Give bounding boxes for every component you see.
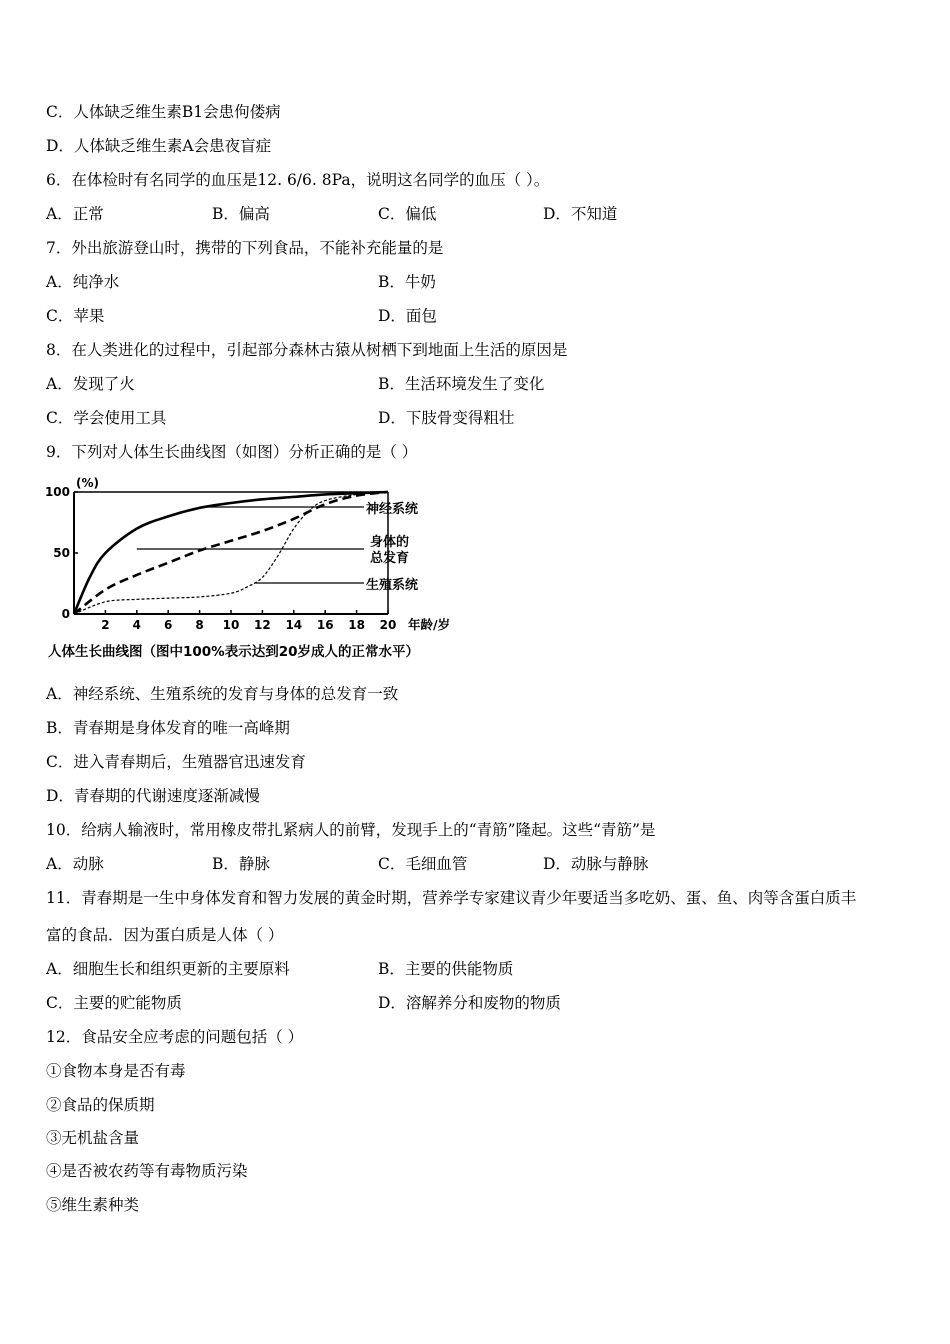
question-6: 6．在体检时有名同学的血压是12. 6/6. 8Pa，说明这名同学的血压（ ）。 (46, 171, 550, 189)
q9-option-d[interactable]: D．青春期的代谢速度逐渐减慢 (46, 787, 260, 805)
y-tick-label: 50 (53, 546, 70, 560)
q11-option-c[interactable]: C．主要的贮能物质 (46, 994, 182, 1012)
label-nervous-system: 神经系统 (366, 502, 419, 517)
q5-option-d: D．人体缺乏维生素A会患夜盲症 (46, 137, 272, 155)
x-tick-label: 2 (101, 618, 110, 632)
q10-option-b[interactable]: B．静脉 (212, 855, 270, 873)
q8-option-d[interactable]: D．下肢骨变得粗壮 (378, 409, 515, 427)
y-tick-label: 0 (61, 607, 70, 621)
question-8: 8．在人类进化的过程中，引起部分森林古猿从树栖下到地面上生活的原因是 (46, 341, 568, 359)
q12-item-2: ②食品的保质期 (46, 1096, 155, 1114)
x-axis-label: 年龄/岁 (408, 617, 451, 632)
label-reproductive-system: 生殖系统 (366, 578, 419, 593)
series-line-1 (74, 492, 388, 614)
q7-option-b[interactable]: B．牛奶 (378, 273, 436, 291)
x-tick-label: 14 (285, 618, 303, 632)
q10-option-a[interactable]: A．动脉 (46, 855, 104, 873)
q6-option-b[interactable]: B．偏高 (212, 205, 270, 223)
q6-option-a[interactable]: A．正常 (46, 205, 104, 223)
question-10: 10．给病人输液时，常用橡皮带扎紧病人的前臂，发现手上的“青筋”隆起。这些“青筋”是 (46, 821, 656, 839)
q12-item-3: ③无机盐含量 (46, 1129, 140, 1147)
chart-caption: 人体生长曲线图（图中100%表示达到20岁成人的正常水平） (48, 644, 419, 660)
q12-item-5: ⑤维生素种类 (46, 1196, 140, 1214)
x-tick-label: 8 (195, 618, 204, 632)
series-line-2 (74, 492, 388, 614)
y-tick-label: 100 (44, 485, 70, 499)
x-tick-label: 4 (132, 618, 141, 632)
question-7: 7．外出旅游登山时，携带的下列食品，不能补充能量的是 (46, 239, 444, 257)
x-tick-label: 16 (316, 618, 334, 632)
q5-option-c: C．人体缺乏维生素B1会患佝偻病 (46, 103, 281, 121)
label-body-growth-2: 总发育 (370, 551, 410, 566)
x-tick-label: 20 (379, 618, 397, 632)
y-axis-label: (%) (76, 476, 99, 490)
x-tick-label: 6 (164, 618, 173, 632)
q6-option-d[interactable]: D．不知道 (543, 205, 618, 223)
x-tick-label: 18 (348, 618, 365, 632)
q10-option-c[interactable]: C．毛细血管 (378, 855, 468, 873)
q8-option-b[interactable]: B．生活环境发生了变化 (378, 375, 545, 393)
q11-option-a[interactable]: A．细胞生长和组织更新的主要原料 (46, 960, 290, 978)
x-tick-label: 10 (222, 618, 240, 632)
question-9: 9．下列对人体生长曲线图（如图）分析正确的是（ ） (46, 443, 418, 461)
q10-option-d[interactable]: D．动脉与静脉 (543, 855, 649, 873)
q12-item-1: ①食物本身是否有毒 (46, 1062, 186, 1080)
q9-option-a[interactable]: A．神经系统、生殖系统的发育与身体的总发育一致 (46, 685, 399, 703)
question-11-line-1: 11．青春期是一生中身体发育和智力发展的黄金时期，营养学专家建议青少年要适当多吃奶、蛋、鱼、肉等含蛋白质丰 (46, 889, 857, 907)
q9-option-b[interactable]: B．青春期是身体发育的唯一高峰期 (46, 719, 290, 737)
q8-option-a[interactable]: A．发现了火 (46, 375, 135, 393)
q11-option-d[interactable]: D．溶解养分和废物的物质 (378, 994, 561, 1012)
q12-item-4: ④是否被农药等有毒物质污染 (46, 1162, 248, 1180)
x-tick-label: 12 (254, 618, 271, 632)
question-12: 12．食品安全应考虑的问题包括（ ） (46, 1028, 304, 1046)
growth-curve-chart (44, 474, 451, 640)
q9-option-c[interactable]: C．进入青春期后，生殖器官迅速发育 (46, 753, 306, 771)
q7-option-a[interactable]: A．纯净水 (46, 273, 120, 291)
q7-option-d[interactable]: D．面包 (378, 307, 437, 325)
q11-option-b[interactable]: B．主要的供能物质 (378, 960, 514, 978)
question-11-line-2: 富的食品．因为蛋白质是人体（ ） (46, 926, 284, 944)
series-line-0 (74, 492, 388, 614)
q6-option-c[interactable]: C．偏低 (378, 205, 437, 223)
q8-option-c[interactable]: C．学会使用工具 (46, 409, 167, 427)
q7-option-c[interactable]: C．苹果 (46, 307, 105, 325)
label-body-growth: 身体的 (370, 535, 410, 550)
